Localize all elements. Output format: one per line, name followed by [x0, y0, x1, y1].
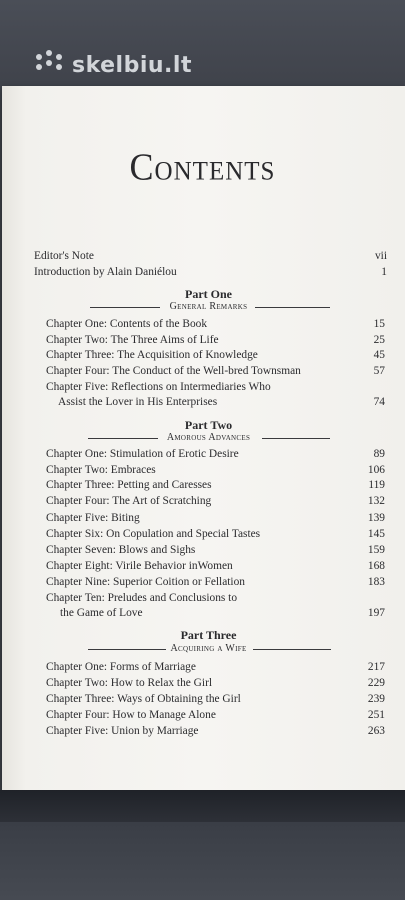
toc-entry	[0, 590, 405, 606]
toc-entry	[0, 347, 405, 363]
toc-entry	[0, 574, 405, 590]
toc-entry-label: Chapter Five: Reflections on Intermediaries Who	[46, 381, 271, 393]
toc-entry-label: Chapter Two: The Three Aims of Life	[46, 334, 219, 346]
part-title: Part Two	[184, 418, 233, 432]
toc-entry-label: Assist the Lover in His Enterprises	[58, 396, 218, 408]
toc-entry-label: Chapter Three: Ways of Obtaining the Girl	[46, 693, 241, 705]
toc-entry-page: 89	[373, 448, 385, 460]
toc-entry-label: Chapter Four: How to Manage Alone	[46, 709, 216, 721]
toc-entry-label: Introduction by Alain Daniélou	[34, 266, 177, 278]
toc-entry-page: 132	[367, 495, 385, 507]
toc-entry	[0, 248, 405, 264]
toc-entry	[0, 691, 405, 707]
toc-entry-page: 57	[373, 365, 385, 377]
toc-entry-label: Chapter One: Contents of the Book	[46, 318, 208, 330]
toc-entry-label: Chapter Nine: Superior Coition or Fellation	[46, 576, 245, 588]
toc-entry	[0, 363, 405, 379]
part-subtitle: General Remarks	[169, 301, 248, 312]
toc-entry	[0, 707, 405, 723]
toc-entry	[0, 526, 405, 542]
toc-entry-page: 183	[367, 576, 385, 588]
part-rule-right	[255, 307, 330, 308]
toc-entry-label: Editor's Note	[34, 250, 94, 262]
toc-entry	[0, 477, 405, 493]
toc-entry-label: Chapter Three: Petting and Caresses	[46, 479, 212, 491]
part-rule-right	[253, 649, 331, 650]
toc-entry-label: the Game of Love	[60, 607, 143, 619]
part-title: Part Three	[180, 628, 237, 642]
toc-entry-page: 45	[373, 349, 385, 361]
toc-entry-page: 217	[367, 661, 385, 673]
toc-entry	[0, 675, 405, 691]
toc-entry-label: Chapter Four: The Conduct of the Well-bred Townsman	[46, 365, 301, 377]
toc-entry	[0, 316, 405, 332]
toc-entry-label: Chapter Seven: Blows and Sighs	[46, 544, 196, 556]
toc-entry-page: 239	[367, 693, 385, 705]
part-title: Part One	[185, 287, 232, 301]
toc-entry-label: Chapter Ten: Preludes and Conclusions to	[46, 592, 238, 604]
toc-entry-label: Chapter Two: How to Relax the Girl	[46, 677, 213, 689]
toc-entry-page: 106	[367, 464, 385, 476]
toc-entry-label: Chapter One: Stimulation of Erotic Desire	[46, 448, 239, 460]
page-edge-shadow	[0, 790, 405, 822]
toc-entry-page: 1	[381, 266, 387, 278]
toc-entry-page: 25	[373, 334, 385, 346]
toc-entry	[0, 332, 405, 348]
part-subtitle: Amorous Advances	[166, 432, 251, 443]
toc-entry	[0, 462, 405, 478]
toc-entry-page: 168	[367, 560, 385, 572]
toc-entry-label: Chapter Six: On Copulation and Special Tastes	[46, 528, 261, 540]
toc-entry-page: 145	[367, 528, 385, 540]
toc-entry	[0, 542, 405, 558]
toc-entry-page: 263	[367, 725, 385, 737]
watermark	[36, 50, 192, 80]
part-subtitle: Acquiring a Wife	[170, 643, 247, 654]
toc-entry	[0, 510, 405, 526]
toc-entry-page: 251	[367, 709, 385, 721]
toc-entry-page: 197	[367, 607, 385, 619]
toc-entry-label: Chapter Five: Union by Marriage	[46, 725, 199, 737]
toc-entry	[0, 723, 405, 739]
toc-entry-label: Chapter One: Forms of Marriage	[46, 661, 196, 673]
toc-entry-continued	[0, 605, 405, 621]
toc-entry	[0, 264, 405, 280]
toc-entry-page: 139	[367, 512, 385, 524]
part-rule-right	[262, 438, 330, 439]
toc-entry-label: Chapter Two: Embraces	[46, 464, 156, 476]
toc-entry	[0, 493, 405, 509]
toc-entry	[0, 379, 405, 395]
toc-entry-page: 159	[367, 544, 385, 556]
toc-entry-continued	[0, 394, 405, 410]
toc-entry	[0, 659, 405, 675]
toc-entry-label: Chapter Three: The Acquisition of Knowledge	[46, 349, 258, 361]
background-bottom	[0, 822, 405, 900]
toc-entry-page: 15	[373, 318, 385, 330]
toc-entry-page: 119	[368, 479, 385, 491]
toc-entry-page: 229	[367, 677, 385, 689]
toc-entry-page: vii	[374, 250, 387, 262]
watermark-dots-icon	[36, 50, 66, 80]
toc-entry-label: Chapter Five: Biting	[46, 512, 140, 524]
toc-entry	[0, 446, 405, 462]
toc-entry-label: Chapter Eight: Virile Behavior inWomen	[46, 560, 233, 572]
toc-entry-page: 74	[373, 396, 385, 408]
toc-entry-label: Chapter Four: The Art of Scratching	[46, 495, 212, 507]
toc-entry	[0, 558, 405, 574]
page-title: Contents	[129, 146, 276, 188]
watermark-text: skelbiu.lt	[72, 52, 192, 78]
